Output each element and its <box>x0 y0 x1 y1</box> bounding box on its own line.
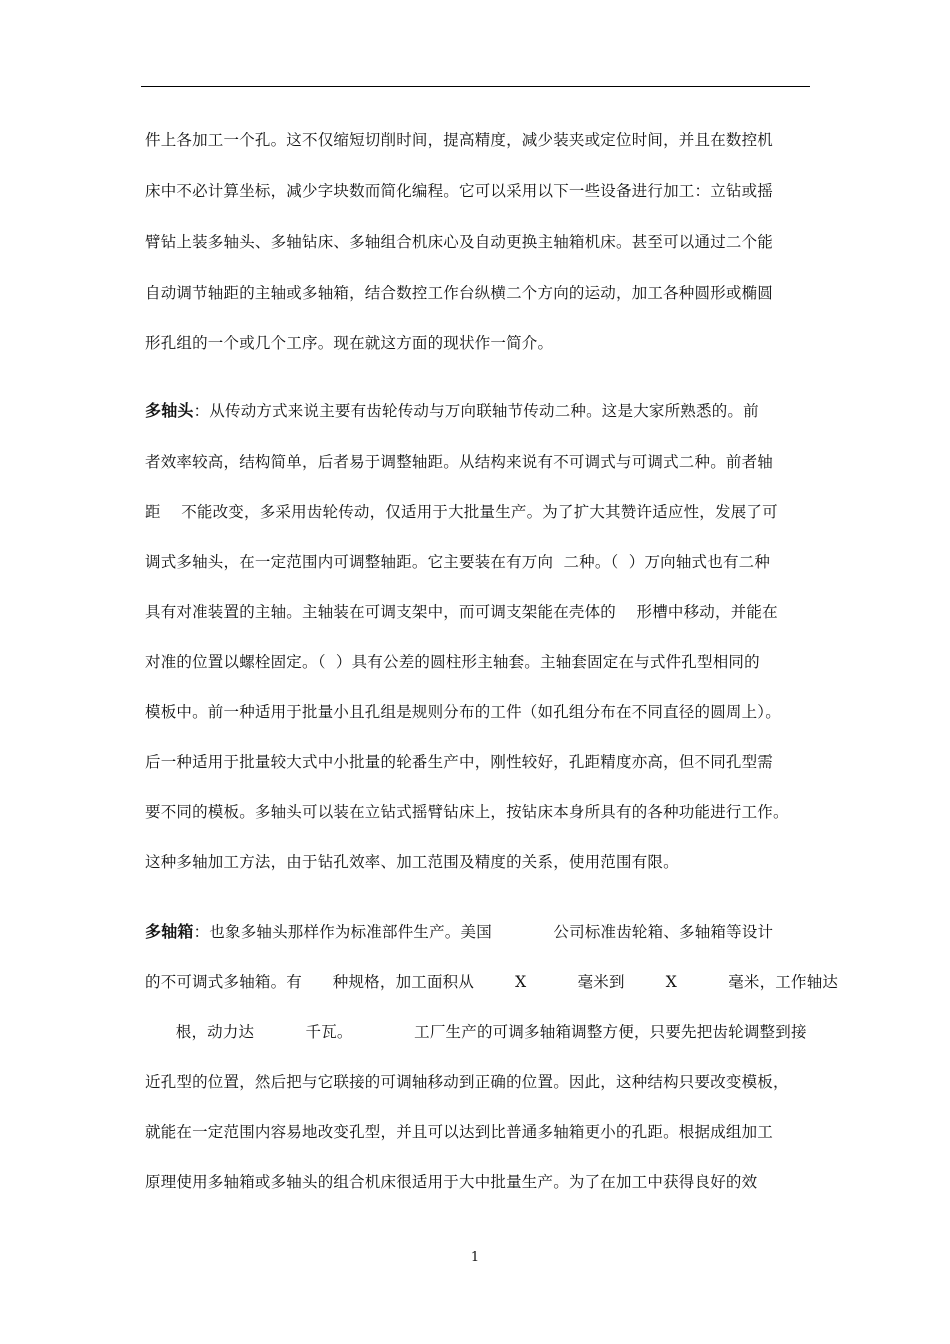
text-line: 自动调节轴距的主轴或多轴箱，结合数控工作台纵横二个方向的运动，加工各种圆形或椭圆 <box>145 284 774 302</box>
text-span: ：从传动方式来说主要有齿轮传动与万向联轴节传动二种。这是大家所熟悉的。前 <box>193 402 759 420</box>
text-line: 这种多轴加工方法，由于钻孔效率、加工范围及精度的关系，使用范围有限。 <box>145 853 679 871</box>
text-line: 的不可调式多轴箱。有 种规格，加工面积从 X 毫米到 X 毫米，工作轴达 <box>145 973 839 991</box>
section-first-line <box>145 920 810 944</box>
text-line: 具有对准装置的主轴。主轴装在可调支架中，而可调支架能在壳体的 形槽中移动，并能在 <box>145 603 778 621</box>
section-heading: 多轴头 <box>145 401 194 420</box>
text-line: 床中不必计算坐标，减少字块数而简化编程。它可以采用以下一些设备进行加工：立钻或摇 <box>145 182 774 200</box>
text-line: 距 不能改变，多采用齿轮传动，仅适用于大批量生产。为了扩大其赞许适应性，发展了可 <box>145 503 778 521</box>
text-line: 近孔型的位置，然后把与它联接的可调轴移动到正确的位置。因此，这种结构只要改变模板， <box>145 1073 789 1091</box>
page-number: 1 <box>470 1250 480 1265</box>
text-line: 模板中。前一种适用于批量小且孔组是规则分布的工件（如孔组分布在不同直径的圆周上）。 <box>145 703 781 721</box>
text-span: ：也象多轴头那样作为标准部件生产。美国 公司标准齿轮箱、多轴箱等设计 <box>193 923 774 941</box>
text-line: 形孔组的一个或几个工序。现在就这方面的现状作一简介。 <box>145 334 554 352</box>
text-line: 调式多轴头，在一定范围内可调整轴距。它主要装在有万向 二种。（ ）万向轴式也有二种 <box>145 553 771 571</box>
text-line: 原理使用多轴箱或多轴头的组合机床很适用于大中批量生产。为了在加工中获得良好的效 <box>145 1173 758 1191</box>
text-line: 件上各加工一个孔。这不仅缩短切削时间，提高精度，减少装夹或定位时间，并且在数控机 <box>145 131 774 149</box>
text-line: 臂钻上装多轴头、多轴钻床、多轴组合机床心及自动更换主轴箱机床。甚至可以通过二个能 <box>145 233 774 251</box>
section-heading: 多轴箱 <box>145 922 194 941</box>
section-first-line <box>145 399 810 423</box>
text-line: 根，动力达 千瓦。 工厂生产的可调多轴箱调整方便，只要先把齿轮调整到接 <box>145 1023 807 1041</box>
text-line: 者效率较高，结构简单，后者易于调整轴距。从结构来说有不可调式与可调式二种。前者轴 <box>145 453 774 471</box>
header-rule <box>141 86 810 87</box>
text-line: 要不同的模板。多轴头可以装在立钻式摇臂钻床上，按钻床本身所具有的各种功能进行工作。 <box>145 803 789 821</box>
text-line: 对准的位置以螺栓固定。（ ）具有公差的圆柱形主轴套。主轴套固定在与式件孔型相同的 <box>145 653 760 671</box>
text-line: 就能在一定范围内容易地改变孔型，并且可以达到比普通多轴箱更小的孔距。根据成组加工 <box>145 1123 774 1141</box>
text-line: 后一种适用于批量较大式中小批量的轮番生产中，刚性较好，孔距精度亦高，但不同孔型需 <box>145 753 774 771</box>
